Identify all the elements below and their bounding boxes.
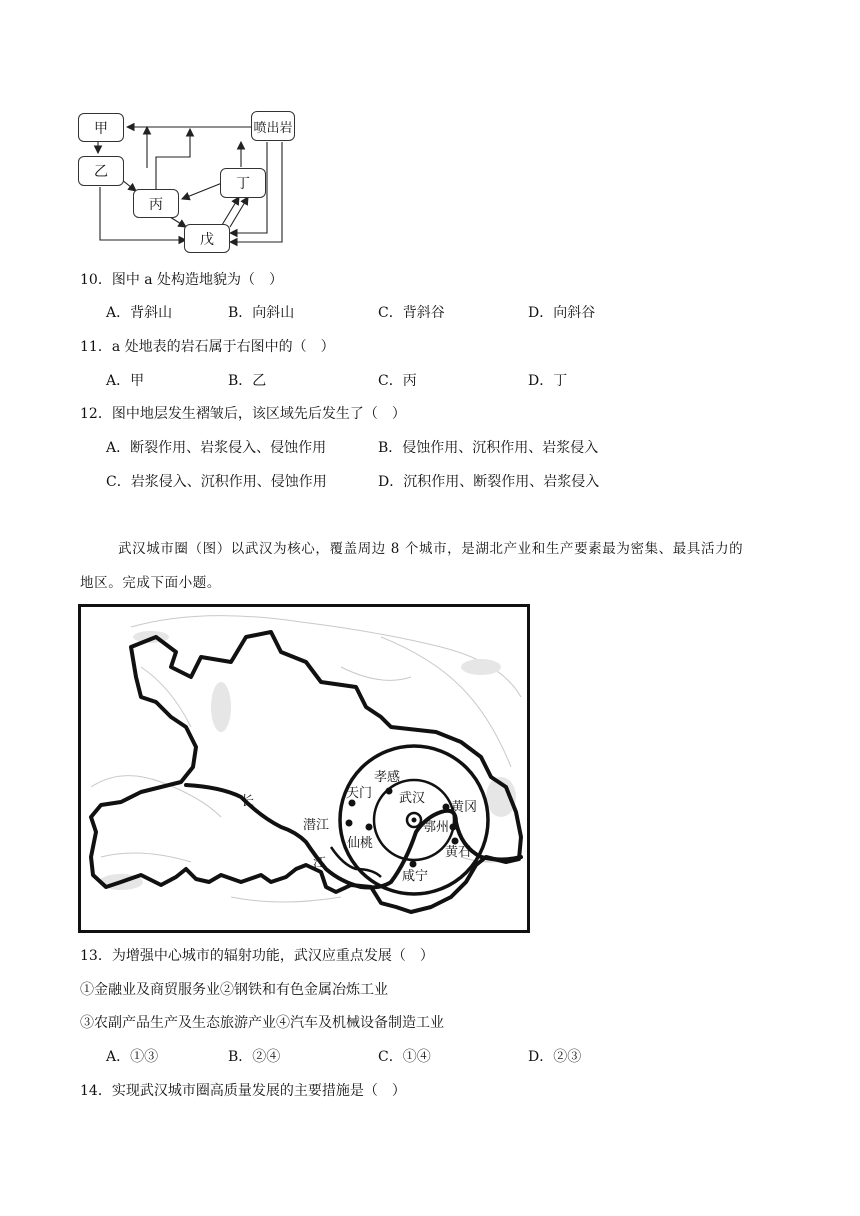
q10-option-b: B．向斜山 — [228, 305, 295, 321]
map-label-jiang: 江 — [313, 856, 327, 871]
q12-option-c: C．岩浆侵入、沉积作用、侵蚀作用 — [106, 474, 327, 490]
q12-option-a: A．断裂作用、岩浆侵入、侵蚀作用 — [106, 440, 327, 456]
map-label-tianmen: 天门 — [346, 786, 373, 801]
node-penchuyan: 喷出岩 — [251, 111, 295, 141]
map-label-xiantao: 仙桃 — [347, 836, 374, 851]
passage-line-1: 武汉城市圈（图）以武汉为核心，覆盖周边 8 个城市，是湖北产业和生产要素最为密集、最具活力的 — [118, 541, 744, 557]
q11-option-a: A．甲 — [106, 373, 145, 389]
q12-option-d: D．沉积作用、断裂作用、岩浆侵入 — [378, 474, 600, 490]
q13-option-b: B．②④ — [228, 1049, 281, 1065]
q13-option-d: D．②③ — [528, 1049, 582, 1065]
map-graphics — [81, 607, 527, 930]
q10-option-c: C．背斜谷 — [378, 305, 445, 321]
node-ding: 丁 — [220, 168, 266, 198]
q11-option-d: D．丁 — [528, 373, 568, 389]
map-label-qianjiang: 潜江 — [303, 818, 330, 833]
node-yi: 乙 — [78, 156, 124, 186]
map-label-wuhan: 武汉 — [399, 791, 426, 806]
wuhan-city-circle-map — [78, 604, 530, 933]
q13-option-a: A．①③ — [106, 1049, 159, 1065]
question-10-stem: 10．图中 a 处构造地貌为（ ） — [80, 272, 284, 288]
question-13-stem: 13．为增强中心城市的辐射功能，武汉应重点发展（ ） — [80, 948, 434, 964]
map-label-chang: 长 — [241, 794, 255, 809]
map-label-huanggang: 黄冈 — [451, 800, 478, 815]
q11-option-c: C．丙 — [378, 373, 417, 389]
node-jia: 甲 — [78, 113, 124, 142]
passage-line-2: 地区。完成下面小题。 — [80, 575, 221, 591]
q13-statement-line-2: ③农副产品生产及生态旅游产业④汽车及机械设备制造工业 — [80, 1015, 444, 1031]
question-12-stem: 12．图中地层发生褶皱后，该区域先后发生了（ ） — [80, 406, 406, 422]
map-label-ezhou: 鄂州 — [423, 820, 450, 835]
map-label-huangshi: 黄石 — [445, 845, 472, 860]
map-label-xiaogan: 孝感 — [374, 770, 401, 785]
q12-option-b: B．侵蚀作用、沉积作用、岩浆侵入 — [378, 440, 599, 456]
q10-option-d: D．向斜谷 — [528, 305, 596, 321]
q11-option-b: B．乙 — [228, 373, 267, 389]
q13-option-c: C．①④ — [378, 1049, 431, 1065]
question-14-stem: 14．实现武汉城市圈高质量发展的主要措施是（ ） — [80, 1083, 406, 1099]
q10-option-a: A．背斜山 — [106, 305, 173, 321]
map-label-xianning: 咸宁 — [402, 869, 429, 884]
rock-cycle-diagram — [70, 105, 310, 260]
question-11-stem: 11．a 处地表的岩石属于右图中的（ ） — [80, 339, 335, 355]
node-bing: 丙 — [133, 189, 179, 218]
q13-statement-line-1: ①金融业及商贸服务业②钢铁和有色金属冶炼工业 — [80, 982, 388, 998]
node-wu: 戊 — [184, 224, 230, 253]
